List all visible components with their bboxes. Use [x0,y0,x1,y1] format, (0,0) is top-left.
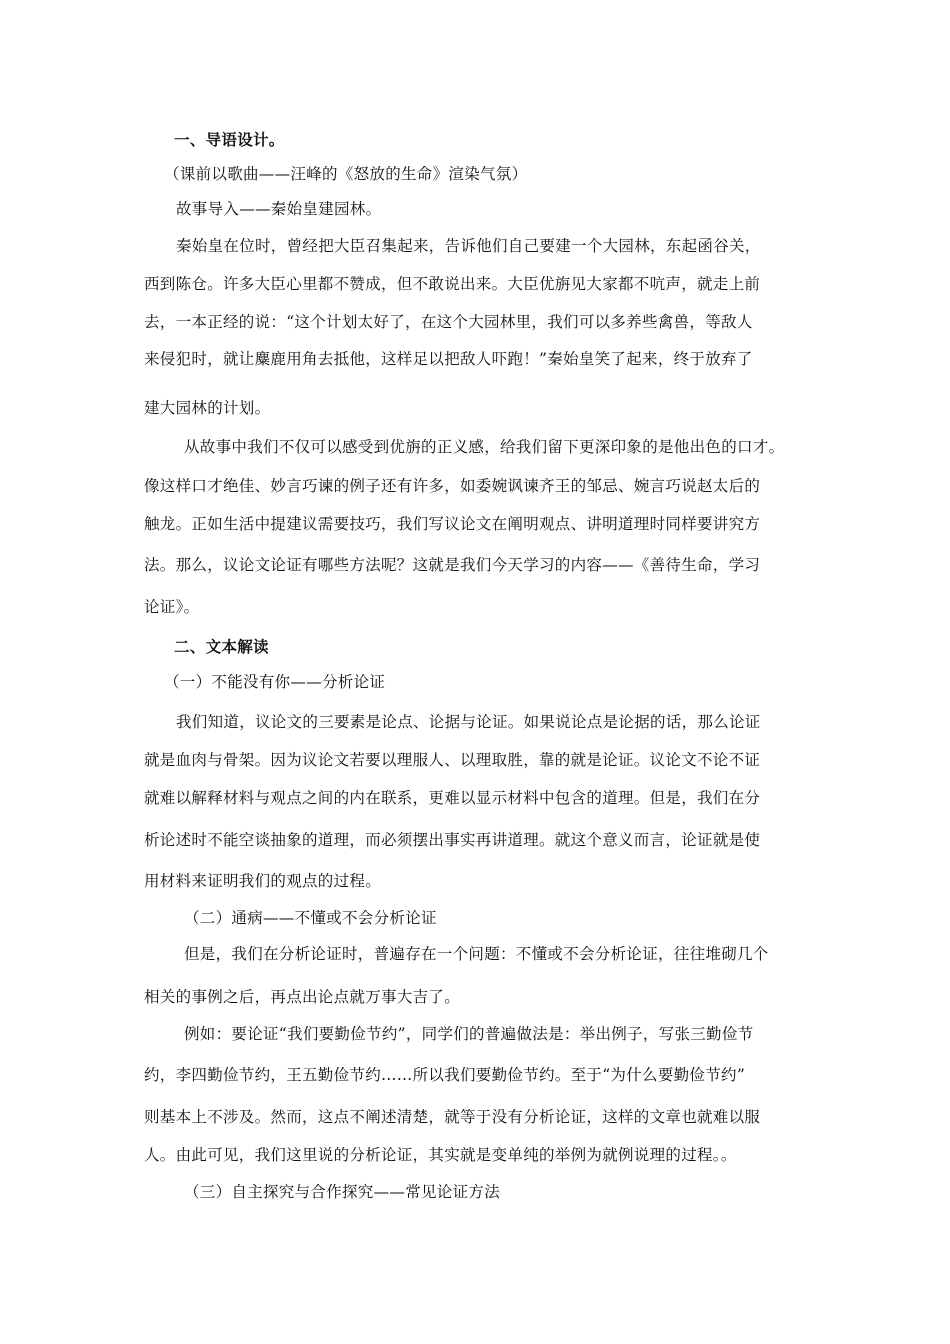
example-line: 人。由此可见，我们这里说的分析论证，其实就是变单纯的举例为就例说理的过程。。 [144,1146,737,1164]
section-heading-1: 一、导语设计。 [174,131,285,149]
intro-line: 论证》。 [144,598,200,616]
body-line: 相关的事例之后，再点出论点就万事大吉了。 [144,988,461,1006]
body-line: 但是，我们在分析论证时，普遍存在一个问题：不懂或不会分析论证，往往堆砌几个 [184,945,769,963]
example-line: 例如：要论证“我们要勤俭节约”，同学们的普遍做法是：举出例子，写张三勤俭节 [184,1025,754,1043]
story-line: 去，一本正经的说：“这个计划太好了，在这个大园林里，我们可以多养些禽兽，等敌人 [144,313,753,331]
body-line: 我们知道，议论文的三要素是论点、论据与论证。如果说论点是论据的话，那么论证 [176,713,761,731]
story-line: 秦始皇在位时，曾经把大臣召集起来，告诉他们自己要建一个大园林，东起函谷关， [176,237,761,255]
story-line: 来侵犯时，就让麋鹿用角去抵他，这样足以把敌人吓跑！”秦始皇笑了起来，终于放弃了 [144,350,753,368]
story-line: 西到陈仓。许多大臣心里都不赞成，但不敢说出来。大臣优旃见大家都不吭声，就走上前 [144,275,761,293]
story-line: 建大园林的计划。 [144,399,271,417]
body-line: 析论述时不能空谈抽象的道理，而必须摆出事实再讲道理。就这个意义而言，论证就是使 [144,831,761,849]
intro-line: 触龙。正如生活中提建议需要技巧，我们写议论文在阐明观点、讲明道理时同样要讲究方 [144,515,761,533]
intro-line: 法。那么，议论文论证有哪些方法呢？这就是我们今天学习的内容——《善待生命，学习 [144,556,761,574]
body-line: 就是血肉与骨架。因为议论文若要以理服人、以理取胜，靠的就是论证。议论文不论不证 [144,751,761,769]
body-line: 就难以解释材料与观点之间的内在联系，更难以显示材料中包含的道理。但是，我们在分 [144,789,761,807]
subsection-heading-3: （三）自主探究与合作探究——常见论证方法 [184,1183,501,1201]
example-line: 约，李四勤俭节约，王五勤俭节约……所以我们要勤俭节约。至于“为什么要勤俭节约” [144,1066,746,1084]
example-line: 则基本上不涉及。然而，这点不阐述清楚，就等于没有分析论证，这样的文章也就难以服 [144,1108,761,1126]
section-heading-2: 二、文本解读 [174,638,269,656]
intro-line: 从故事中我们不仅可以感受到优旃的正义感，给我们留下更深印象的是他出色的口才。 [184,438,785,456]
story-title: 故事导入——秦始皇建园林。 [176,200,382,218]
music-note: （课前以歌曲——汪峰的《怒放的生命》渲染气氛） [164,165,528,183]
subsection-heading-2: （二）通病——不懂或不会分析论证 [184,909,437,927]
intro-line: 像这样口才绝佳、妙言巧谏的例子还有许多，如委婉讽谏齐王的邹忌、婉言巧说赵太后的 [144,477,761,495]
body-line: 用材料来证明我们的观点的过程。 [144,872,382,890]
subsection-heading-1: （一）不能没有你——分析论证 [164,673,386,691]
